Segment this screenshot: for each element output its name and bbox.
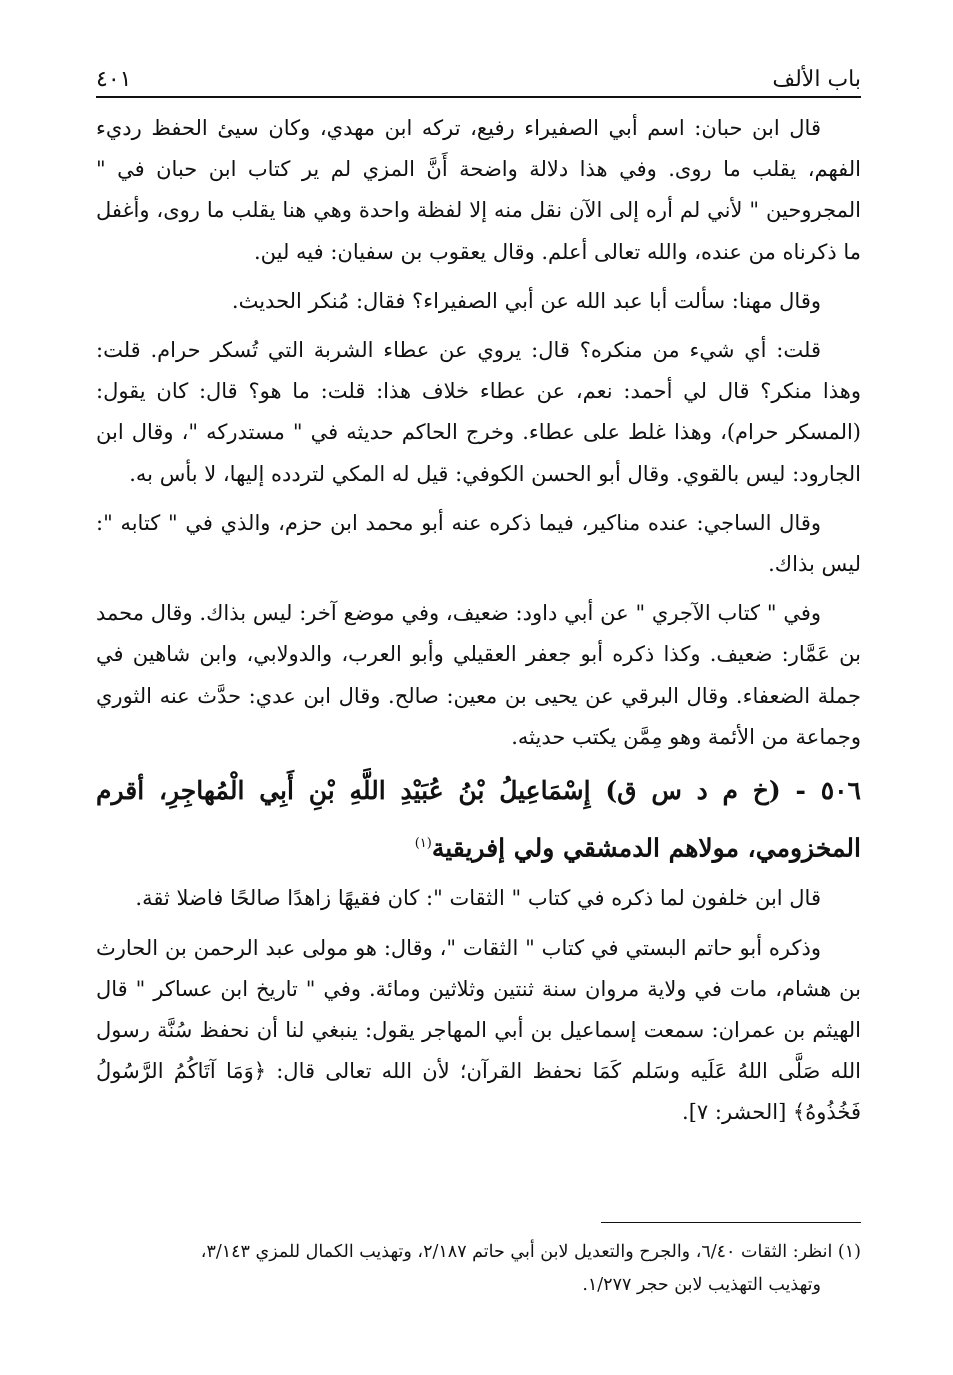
paragraph: وفي " كتاب الآجري " عن أبي داود: ضعيف، وفي موضع آخر: ليس بذاك. وقال محمد بن عَمَّار: ضعيف. وكذا ذكره أبو جعفر العقيلي وأبو العرب، والدولابي، وابن شاهين في جملة الضعفاء. وقال البرقي عن يحيى بن معين: صالح. وقال ابن عدي: حدَّث عنه الثوري وجماعة من الأئمة وهو مِمَّن يكتب حديثه. (96, 601, 861, 749)
paragraph: وقال مهنا: سألت أبا عبد الله عن أبي الصفيراء؟ فقال: مُنكر الحديث. (231, 288, 821, 313)
page-number: ٤٠١ (96, 67, 132, 92)
page-body (96, 108, 861, 1134)
paragraph: قال ابن حبان: اسم أبي الصفيراء رفيع، تركه ابن مهدي، وكان سيئ الحفظ رديء الفهم، يقلب ما روى. وفي هذا دلالة واضحة أَنَّ المزي لم ير كتاب ابن حبان في " المجروحين " لأني لم أره إلى الآن نقل منه إلا لفظة واحدة وهي هنا يقلب ما روى، وأغفل ما ذكرناه من عنده، والله تعالى أعلم. وقال يعقوب بن سفيان: فيه لين. (96, 116, 861, 264)
entry-heading (96, 764, 861, 874)
paragraph: قال ابن خلفون لما ذكره في كتاب " الثقات ": كان فقيهًا زاهدًا صالحًا فاضلا ثقة. (135, 886, 821, 911)
paragraph: وقال الساجي: عنده مناكير، فيما ذكره عنه أبو محمد ابن حزم، والذي في " كتابه ": ليس بذاك. (96, 510, 861, 577)
footnote-line: وتهذيب التهذيب لابن حجر ١/٢٧٧. (582, 1275, 821, 1295)
footnotes (96, 1236, 861, 1302)
entry-heading-text: ٥٠٦ - (خ م د س ق) إِسْمَاعِيلُ بْنُ عُبَيْدِ اللَّهِ بْنِ أَبِي الْمُهاجِرِ، أقرم المخزومي، مولاهم الدمشقي ولي إفريقية (96, 776, 861, 863)
paragraph: قلت: أي شيء من منكره؟ قال: يروي عن عطاء الشربة التي تُسكر حرام. قلت: وهذا منكر؟ قال لي أحمد: نعم، عن عطاء خلاف هذا: قلت: ما هو؟ قال: كان يقول: (المسكر حرام)، وهذا غلط على عطاء. وخرج الحاكم حديثه في " مستدركه "، وقال ابن الجارود: ليس بالقوي. وقال أبو الحسن الكوفي: قيل له المكي لتردده إليها، لا بأس به. (96, 338, 861, 486)
running-head: باب الألف (772, 67, 861, 92)
paragraph: وذكره أبو حاتم البستي في كتاب " الثقات "، وقال: هو مولى عبد الرحمن بن الحارث بن هشام، مات في ولاية مروان سنة ثنتين وثلاثين ومائة. وفي " تاريخ ابن عساكر " قال الهيثم بن عمران: سمعت إسماعيل بن أبي المهاجر يقول: ينبغي لنا أن نحفظ سُنَّة رسول الله صَلَّى اللهُ عَلَيه وسَلم كَمَا نحفظ القرآن؛ لأن الله تعالى قال: ﴿وَمَا آتَاكُمُ الرَّسُولُ فَخُذُوهُ﴾ [الحشر: ٧]. (96, 935, 861, 1125)
footnote-separator (601, 1222, 861, 1223)
page-header (96, 52, 861, 98)
footnote-line: (١) انظر: الثقات ٦/٤٠، والجرح والتعديل لابن أبي حاتم ٢/١٨٧، وتهذيب الكمال للمزي ٣/١٤٣، (200, 1242, 861, 1262)
footnote-ref: (١) (414, 836, 432, 852)
